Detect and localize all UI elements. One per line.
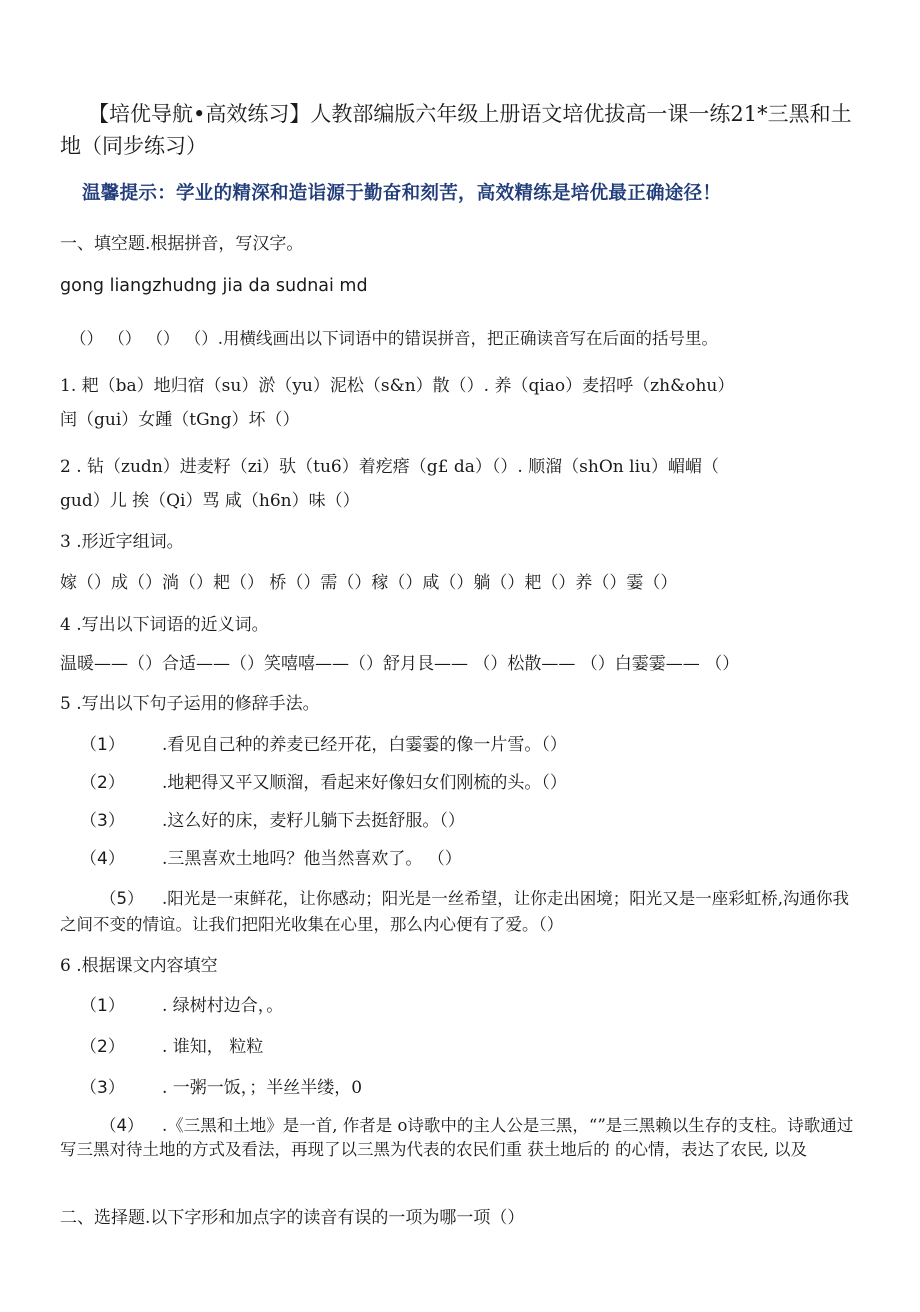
question-2-line-2: gud）儿 挨（Qi）骂 咸（h6n）味（） <box>60 491 360 511</box>
item-number: （2） <box>80 773 125 793</box>
question-6-item <box>80 1035 864 1059</box>
question-4-heading: 4 .写出以下词语的近义词。 <box>60 615 269 635</box>
item-number: （1） <box>80 996 125 1016</box>
blanks-line: （） （） （） （）.用横线画出以下词语中的错误拼音，把正确读音写在后面的括号里。 <box>70 329 718 348</box>
question-3-heading: 3 .形近字组词。 <box>60 532 184 552</box>
pinyin-line: gong liangzhudng jia da sudnai md <box>60 276 368 296</box>
question-6-item <box>60 1114 864 1162</box>
item-text: .看见自己种的养麦已经开花，白霎霎的像一片雪。（） <box>162 735 567 755</box>
section-1-heading: 一、填空题.根据拼音，写汉字。 <box>60 234 304 254</box>
document-title: 【培优导航•高效练习】人教部编版六年级上册语文培优拔高一课一练21*三黑和土地（同步练习） <box>60 102 852 158</box>
question-6-item <box>80 994 864 1018</box>
question-5-item <box>80 847 864 871</box>
item-number: （3） <box>80 1078 125 1098</box>
question-6-item <box>80 1076 864 1100</box>
item-number: （5） <box>100 889 144 908</box>
question-5-item <box>80 771 864 795</box>
question-1-line-1: 1. 耙（ba）地归宿（su）淤（yu）泥松（s&n）散（）. 养（qiao）麦招呼（zh&ohu） <box>60 376 735 396</box>
item-text: .这么好的床，麦籽儿躺下去挺舒服。（） <box>162 811 465 831</box>
question-3-line: 嫁（）成（）淌（）耙（） 桥（）需（）稼（）咸（）躺（）耙（）养（）霎（） <box>60 573 678 593</box>
question-5-item <box>60 886 864 938</box>
item-number: （1） <box>80 735 125 755</box>
item-number: （2） <box>80 1037 125 1057</box>
section-2-heading: 二、选择题.以下字形和加点字的读音有误的一项为哪一项（） <box>60 1208 525 1228</box>
item-number: （3） <box>80 811 125 831</box>
item-number: （4） <box>100 1116 144 1135</box>
item-text: .《三黑和土地》是一首, 作者是 o诗歌中的主人公是三黑，“”是三黑赖以生存的支柱。诗歌通过写三黑对待土地的方式及看法，再现了以三黑为代表的农民们重 获土地后的 的心情，表达了农民, 以及 <box>60 1116 854 1159</box>
question-6-heading: 6 .根据课文内容填空 <box>60 956 218 976</box>
item-text: . 一粥一饭，；半丝半缕，0 <box>162 1078 363 1098</box>
question-2-line-1: 2 . 钻（zudn）进麦籽（zi）驮（tu6）着疙瘩（g£ da）（）. 顺溜（shOn liu）嵋嵋（ <box>60 457 719 477</box>
question-5-item <box>80 809 864 833</box>
question-5-item <box>80 733 864 757</box>
item-text: .地耙得又平又顺溜，看起来好像妇女们刚梳的头。（） <box>162 773 567 793</box>
item-text: . 谁知， 粒粒 <box>162 1037 264 1057</box>
question-5-heading: 5 .写出以下句子运用的修辞手法。 <box>60 694 320 714</box>
question-1-line-2: 闰（gui）女踵（tGng）坏（） <box>60 410 300 430</box>
question-4-line: 温暖——（）合适——（）笑嘻嘻——（）舒月艮—— （）松散—— （）白霎霎—— （） <box>60 654 740 674</box>
item-text: .阳光是一束鲜花，让你感动；阳光是一丝希望，让你走出困境；阳光又是一座彩虹桥,沟通你我之间不变的情谊。让我们把阳光收集在心里，那么内心便有了爱。（） <box>60 889 849 934</box>
reminder-tip: 温馨提示：学业的精深和造诣源于勤奋和刻苦，高效精练是培优最正确途径！ <box>82 183 722 204</box>
item-number: （4） <box>80 849 125 869</box>
item-text: .三黑喜欢土地吗？他当然喜欢了。 （） <box>162 849 462 869</box>
item-text: . 绿树村边合，。 <box>162 996 284 1016</box>
